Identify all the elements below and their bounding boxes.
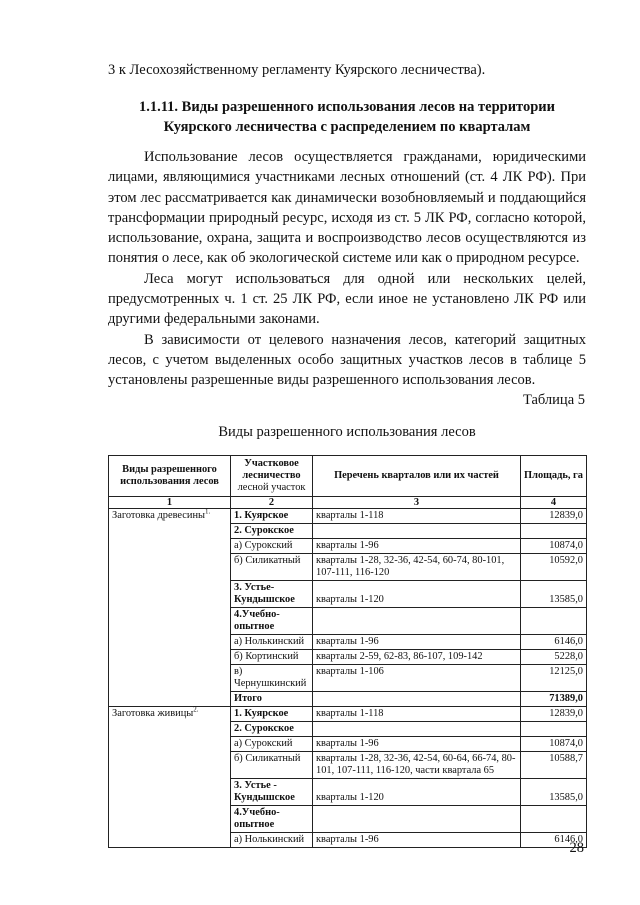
area-cell bbox=[521, 524, 587, 539]
quarters-cell: кварталы 1-118 bbox=[313, 707, 521, 722]
area-cell: 6146,0 bbox=[521, 635, 587, 650]
area-cell: 10588,7 bbox=[521, 752, 587, 779]
forestry-cell: б) Кортинский bbox=[231, 650, 313, 665]
area-cell: 10592,0 bbox=[521, 554, 587, 581]
forestry-cell: 4.Учебно-опытное bbox=[231, 608, 313, 635]
quarters-cell bbox=[313, 692, 521, 707]
area-cell bbox=[521, 722, 587, 737]
table-row bbox=[109, 509, 587, 524]
quarters-cell: кварталы 2-59, 62-83, 86-107, 109-142 bbox=[313, 650, 521, 665]
header-area: Площадь, га bbox=[521, 456, 587, 497]
area-cell: 13585,0 bbox=[521, 779, 587, 806]
total-area: 71389,0 bbox=[521, 692, 587, 707]
table-caption: Таблица 5 bbox=[522, 392, 585, 408]
intro-line: 3 к Лесохозяйственному регламенту Куярского лесничества). bbox=[108, 62, 486, 78]
area-cell: 6146,0 bbox=[521, 833, 587, 848]
forestry-cell: а) Сурокский bbox=[231, 539, 313, 554]
quarters-cell: кварталы 1-96 bbox=[313, 833, 521, 848]
forestry-cell: 3. Устье-Кундышское bbox=[231, 581, 313, 608]
forestry-cell: б) Силикатный bbox=[231, 752, 313, 779]
quarters-cell: кварталы 1-106 bbox=[313, 665, 521, 692]
forestry-cell: 2. Сурокское bbox=[231, 722, 313, 737]
table-header-row bbox=[109, 456, 587, 497]
table-row bbox=[109, 707, 587, 722]
forestry-cell: а) Сурокский bbox=[231, 737, 313, 752]
area-cell: 10874,0 bbox=[521, 539, 587, 554]
header-use-type: Виды разрешенного использования лесов bbox=[109, 456, 231, 497]
area-cell: 10874,0 bbox=[521, 737, 587, 752]
forestry-cell: 4.Учебно-опытное bbox=[231, 806, 313, 833]
forestry-cell: в) Чернушкинский bbox=[231, 665, 313, 692]
header-forestry-main: Участковое лесничество bbox=[242, 458, 301, 481]
paragraph-2: Леса могут использоваться для одной или нескольких целей, предусмотренных ч. 1 ст. 25 ЛК РФ, если иное не установлено ЛК РФ или другими федеральными законами. bbox=[108, 270, 586, 328]
col-number: 1 bbox=[109, 497, 231, 509]
area-cell: 13585,0 bbox=[521, 581, 587, 608]
use-type-cell: Заготовка живицы$^{2.}$ bbox=[109, 707, 231, 848]
quarters-cell bbox=[313, 806, 521, 833]
forestry-cell: а) Нолькинский bbox=[231, 635, 313, 650]
col-number: 2 bbox=[231, 497, 313, 509]
forestry-cell: 3. Устье - Кундышское bbox=[231, 779, 313, 806]
quarters-cell: кварталы 1-120 bbox=[313, 581, 521, 608]
paragraph-3: В зависимости от целевого назначения лесов, категорий защитных лесов, с учетом выделенных особо защитных участков лесов в таблице 5 установлены разрешенные виды разрешенного использования лесов. bbox=[108, 331, 586, 389]
col-number: 4 bbox=[521, 497, 587, 509]
table-title: Виды разрешенного использования лесов bbox=[218, 424, 476, 440]
forestry-cell: б) Силикатный bbox=[231, 554, 313, 581]
forestry-cell: 1. Куярское bbox=[231, 707, 313, 722]
page-number: 28 bbox=[569, 840, 584, 856]
quarters-cell: кварталы 1-118 bbox=[313, 509, 521, 524]
forestry-cell: 1. Куярское bbox=[231, 509, 313, 524]
quarters-cell bbox=[313, 722, 521, 737]
section-heading: 1.1.11. Виды разрешенного использования лесов на территории Куярского лесничества с распределением по кварталам bbox=[138, 99, 556, 135]
area-cell: 12839,0 bbox=[521, 509, 587, 524]
area-cell bbox=[521, 806, 587, 833]
area-cell bbox=[521, 608, 587, 635]
forestry-cell: 2. Сурокское bbox=[231, 524, 313, 539]
area-cell: 12839,0 bbox=[521, 707, 587, 722]
col-number: 3 bbox=[313, 497, 521, 509]
use-type-cell: Заготовка древесины$^{1.}$ bbox=[109, 509, 231, 707]
forestry-cell: а) Нолькинский bbox=[231, 833, 313, 848]
quarters-cell: кварталы 1-120 bbox=[313, 779, 521, 806]
quarters-cell bbox=[313, 524, 521, 539]
total-label: Итого bbox=[231, 692, 313, 707]
quarters-cell: кварталы 1-96 bbox=[313, 635, 521, 650]
paragraph-1: Использование лесов осуществляется гражданами, юридическими лицами, являющимися участниками лесных отношений (ст. 4 ЛК РФ). При этом лес рассматривается как динамически возобновляемый и поддающийся трансформации природный ресурс, исходя из ст. 5 ЛК РФ, согласно которой, использование, охрана, защита и воспроизводство лесов осуществляются из понятия о лесе, как об экологической системе или как о природном ресурсе. bbox=[108, 149, 586, 267]
quarters-cell: кварталы 1-96 bbox=[313, 539, 521, 554]
forest-use-table bbox=[108, 455, 587, 848]
body-text bbox=[108, 147, 586, 391]
header-quarters: Перечень кварталов или их частей bbox=[313, 456, 521, 497]
header-forestry bbox=[231, 456, 313, 497]
area-cell: 5228,0 bbox=[521, 650, 587, 665]
quarters-cell bbox=[313, 608, 521, 635]
quarters-cell: кварталы 1-96 bbox=[313, 737, 521, 752]
column-number-row bbox=[109, 497, 587, 509]
header-forestry-sub: лесной участок bbox=[237, 482, 306, 493]
quarters-cell: кварталы 1-28, 32-36, 42-54, 60-74, 80-101, 107-111, 116-120 bbox=[313, 554, 521, 581]
quarters-cell: кварталы 1-28, 32-36, 42-54, 60-64, 66-74, 80-101, 107-111, 116-120, части квартала 65 bbox=[313, 752, 521, 779]
area-cell: 12125,0 bbox=[521, 665, 587, 692]
